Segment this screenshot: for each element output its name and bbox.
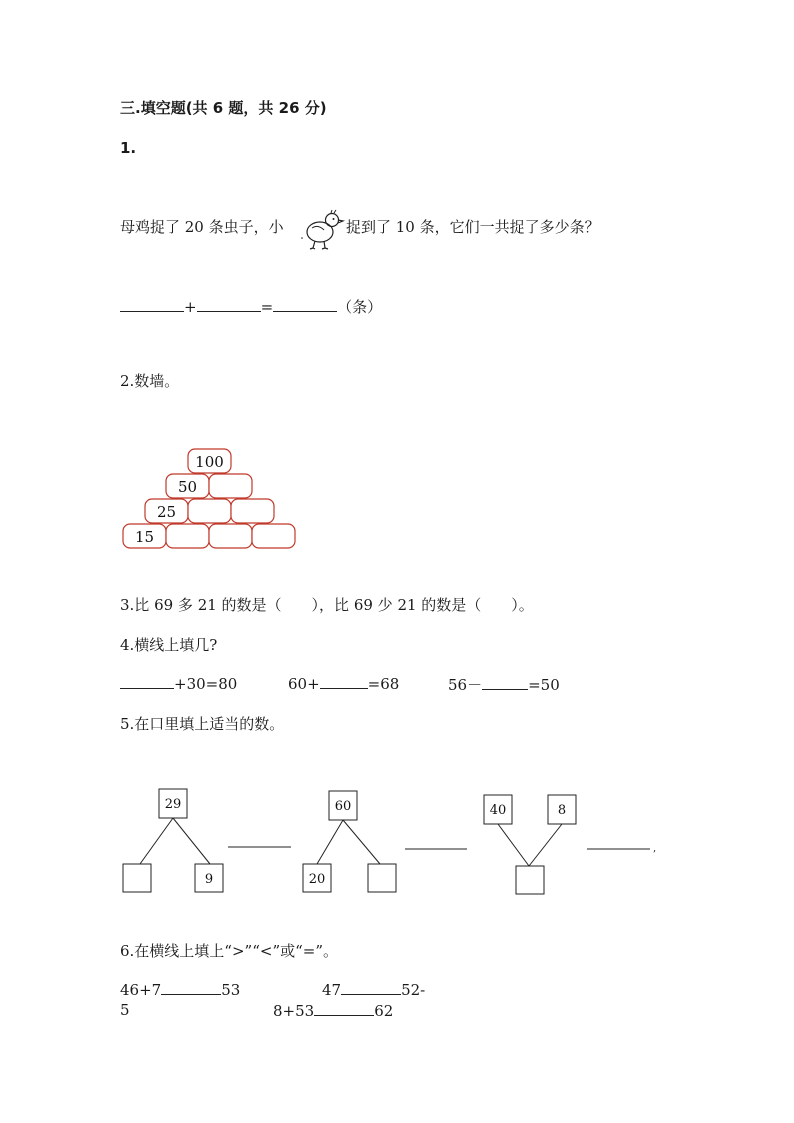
q1-unit: （条） [337, 298, 383, 316]
tree2-right-box[interactable] [368, 864, 396, 892]
wall-value: 50 [177, 478, 198, 496]
tree3-top-left-value: 40 [489, 803, 507, 818]
q6-title: 6.在横线上填上“>”“<”或“=”。 [120, 942, 339, 960]
tree2-left-value: 20 [308, 872, 326, 887]
q1-blank-2[interactable] [197, 297, 261, 312]
tree3-top-right-value: 8 [557, 803, 567, 818]
tree1-left-box[interactable] [123, 864, 151, 892]
q4-title: 4.横线上填几? [120, 636, 218, 654]
q6-blank-3[interactable] [314, 1001, 374, 1016]
q4-item-3: 56－ =50 [448, 676, 560, 694]
q1-number: 1. [120, 139, 137, 157]
wall-brick[interactable] [188, 499, 231, 523]
q4-blank-1[interactable] [120, 674, 174, 689]
q1-blank-3[interactable] [273, 297, 337, 312]
wall-value: 100 [195, 453, 224, 471]
tree2-top-value: 60 [334, 799, 352, 814]
q1-plus: + [184, 298, 197, 316]
wall-brick[interactable] [166, 524, 209, 548]
section-title: 三.填空题(共 6 题，共 26 分) [120, 99, 327, 117]
wall-brick[interactable] [209, 474, 252, 498]
wall-value: 25 [156, 503, 177, 521]
q4-item-2: 60+ =68 [288, 675, 400, 693]
number-trees [118, 786, 658, 898]
wall-value: 15 [134, 528, 155, 546]
q4-blank-3[interactable] [482, 675, 528, 690]
tree1-right-value: 9 [204, 872, 214, 887]
chick-icon [298, 208, 346, 252]
wall-brick[interactable] [231, 499, 274, 523]
q1-equation [120, 296, 382, 317]
number-wall [120, 446, 300, 552]
q1-text-after: 捉到了 10 条，它们一共捉了多少条？ [346, 218, 600, 236]
tree3-bottom-box[interactable] [516, 866, 544, 894]
q6-item-2: 47 52- [322, 981, 426, 999]
q6-item-3: 8+53 62 [273, 1002, 394, 1020]
q4-item-1: +30=80 [120, 674, 237, 693]
wall-brick[interactable] [252, 524, 295, 548]
tree1-top-value: 29 [164, 797, 182, 812]
q6-item-2-continued: 5 [120, 1001, 130, 1019]
q1-blank-1[interactable] [120, 297, 184, 312]
q3-text: 3.比 69 多 21 的数是（ ），比 69 少 21 的数是（ ）。 [120, 596, 534, 614]
q4-blank-2[interactable] [320, 674, 368, 689]
q2-title: 2.数墙。 [120, 372, 180, 390]
q6-item-1: 46+7 53 [120, 981, 241, 999]
q5-title: 5.在口里填上适当的数。 [120, 715, 285, 733]
trailing-mark: , [653, 843, 657, 854]
q1-equals: = [260, 298, 274, 316]
q1-text-before: 母鸡捉了 20 条虫子，小 [120, 218, 284, 236]
q6-blank-2[interactable] [341, 980, 401, 995]
q6-blank-1[interactable] [161, 980, 221, 995]
wall-brick[interactable] [209, 524, 252, 548]
